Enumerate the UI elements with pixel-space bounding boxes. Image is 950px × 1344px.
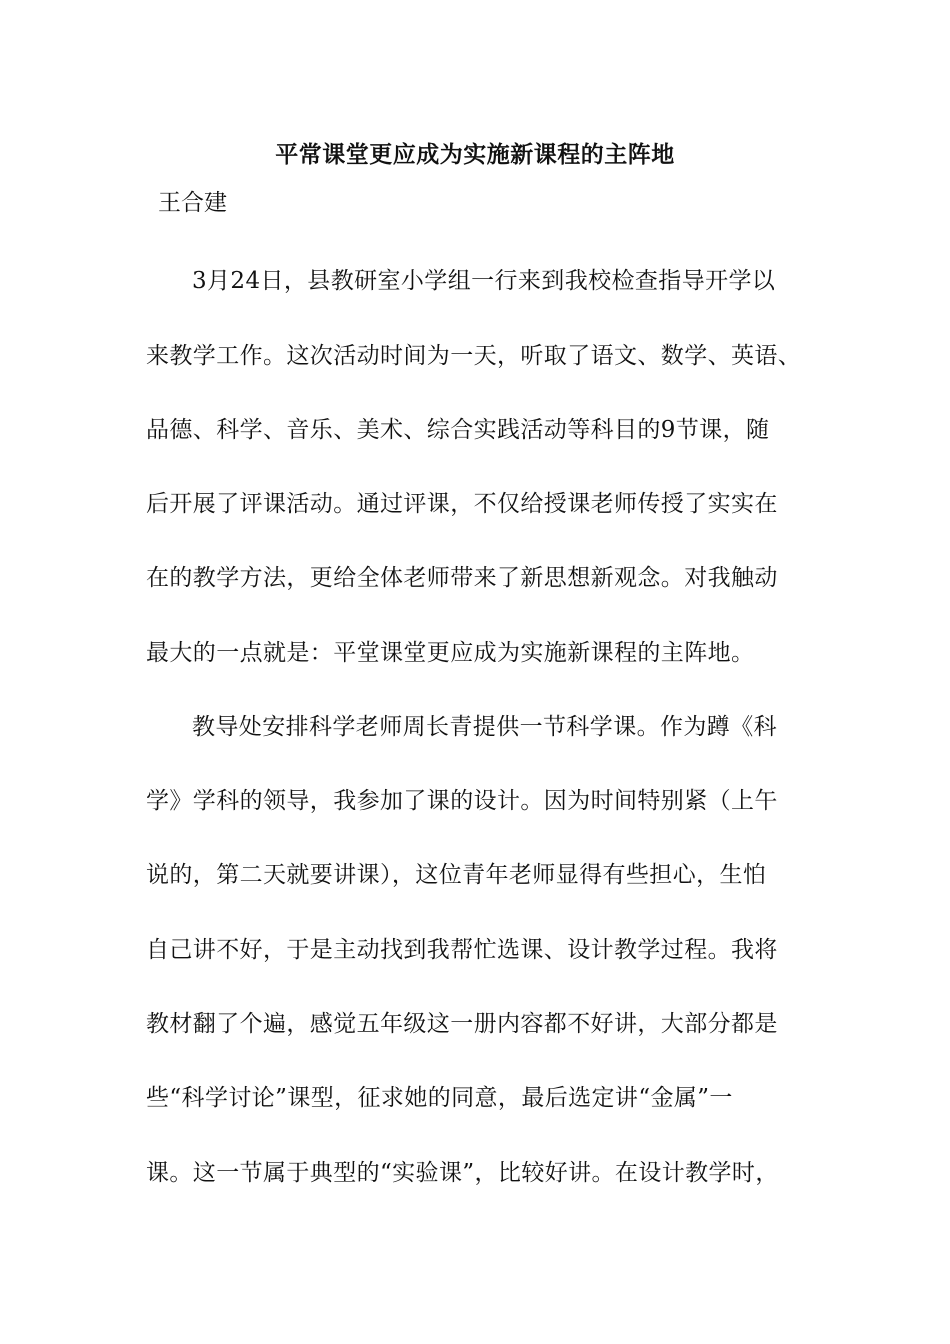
- paragraph-line: 教导处安排科学老师周长青提供一节科学课。作为蹲《科: [192, 714, 777, 740]
- paragraph-line: 最大的一点就是：平堂课堂更应成为实施新课程的主阵地。: [146, 640, 755, 666]
- paragraph-line: 在的教学方法，更给全体老师带来了新思想新观念。对我触动: [146, 565, 778, 591]
- author-name: 王合建: [158, 190, 227, 216]
- paragraph-line: 课。这一节属于典型的“实验课”，比较好讲。在设计教学时，: [146, 1160, 779, 1186]
- paragraph-line: 自己讲不好，于是主动找到我帮忙选课、设计教学过程。我将: [146, 937, 778, 963]
- paragraph-line: 教材翻了个遍，感觉五年级这一册内容都不好讲，大部分都是: [146, 1011, 778, 1037]
- paragraph-line: 后开展了评课活动。通过评课，不仅给授课老师传授了实实在: [146, 491, 778, 517]
- paragraph-line: 品德、科学、音乐、美术、综合实践活动等科目的9节课，随: [146, 417, 770, 443]
- paragraph-line: 学》学科的领导，我参加了课的设计。因为时间特别紧（上午: [146, 788, 778, 814]
- paragraph-line: 来教学工作。这次活动时间为一天，听取了语文、数学、英语、: [146, 343, 802, 369]
- paragraph-line: 说的，第二天就要讲课），这位青年老师显得有些担心，生怕: [146, 862, 767, 888]
- document-title: 平常课堂更应成为实施新课程的主阵地: [275, 141, 675, 168]
- paragraph-line: 些“科学讨论”课型，征求她的同意，最后选定讲“金属”一: [146, 1085, 733, 1111]
- paragraph-line: 3月24日，县教研室小学组一行来到我校检查指导开学以: [192, 268, 776, 294]
